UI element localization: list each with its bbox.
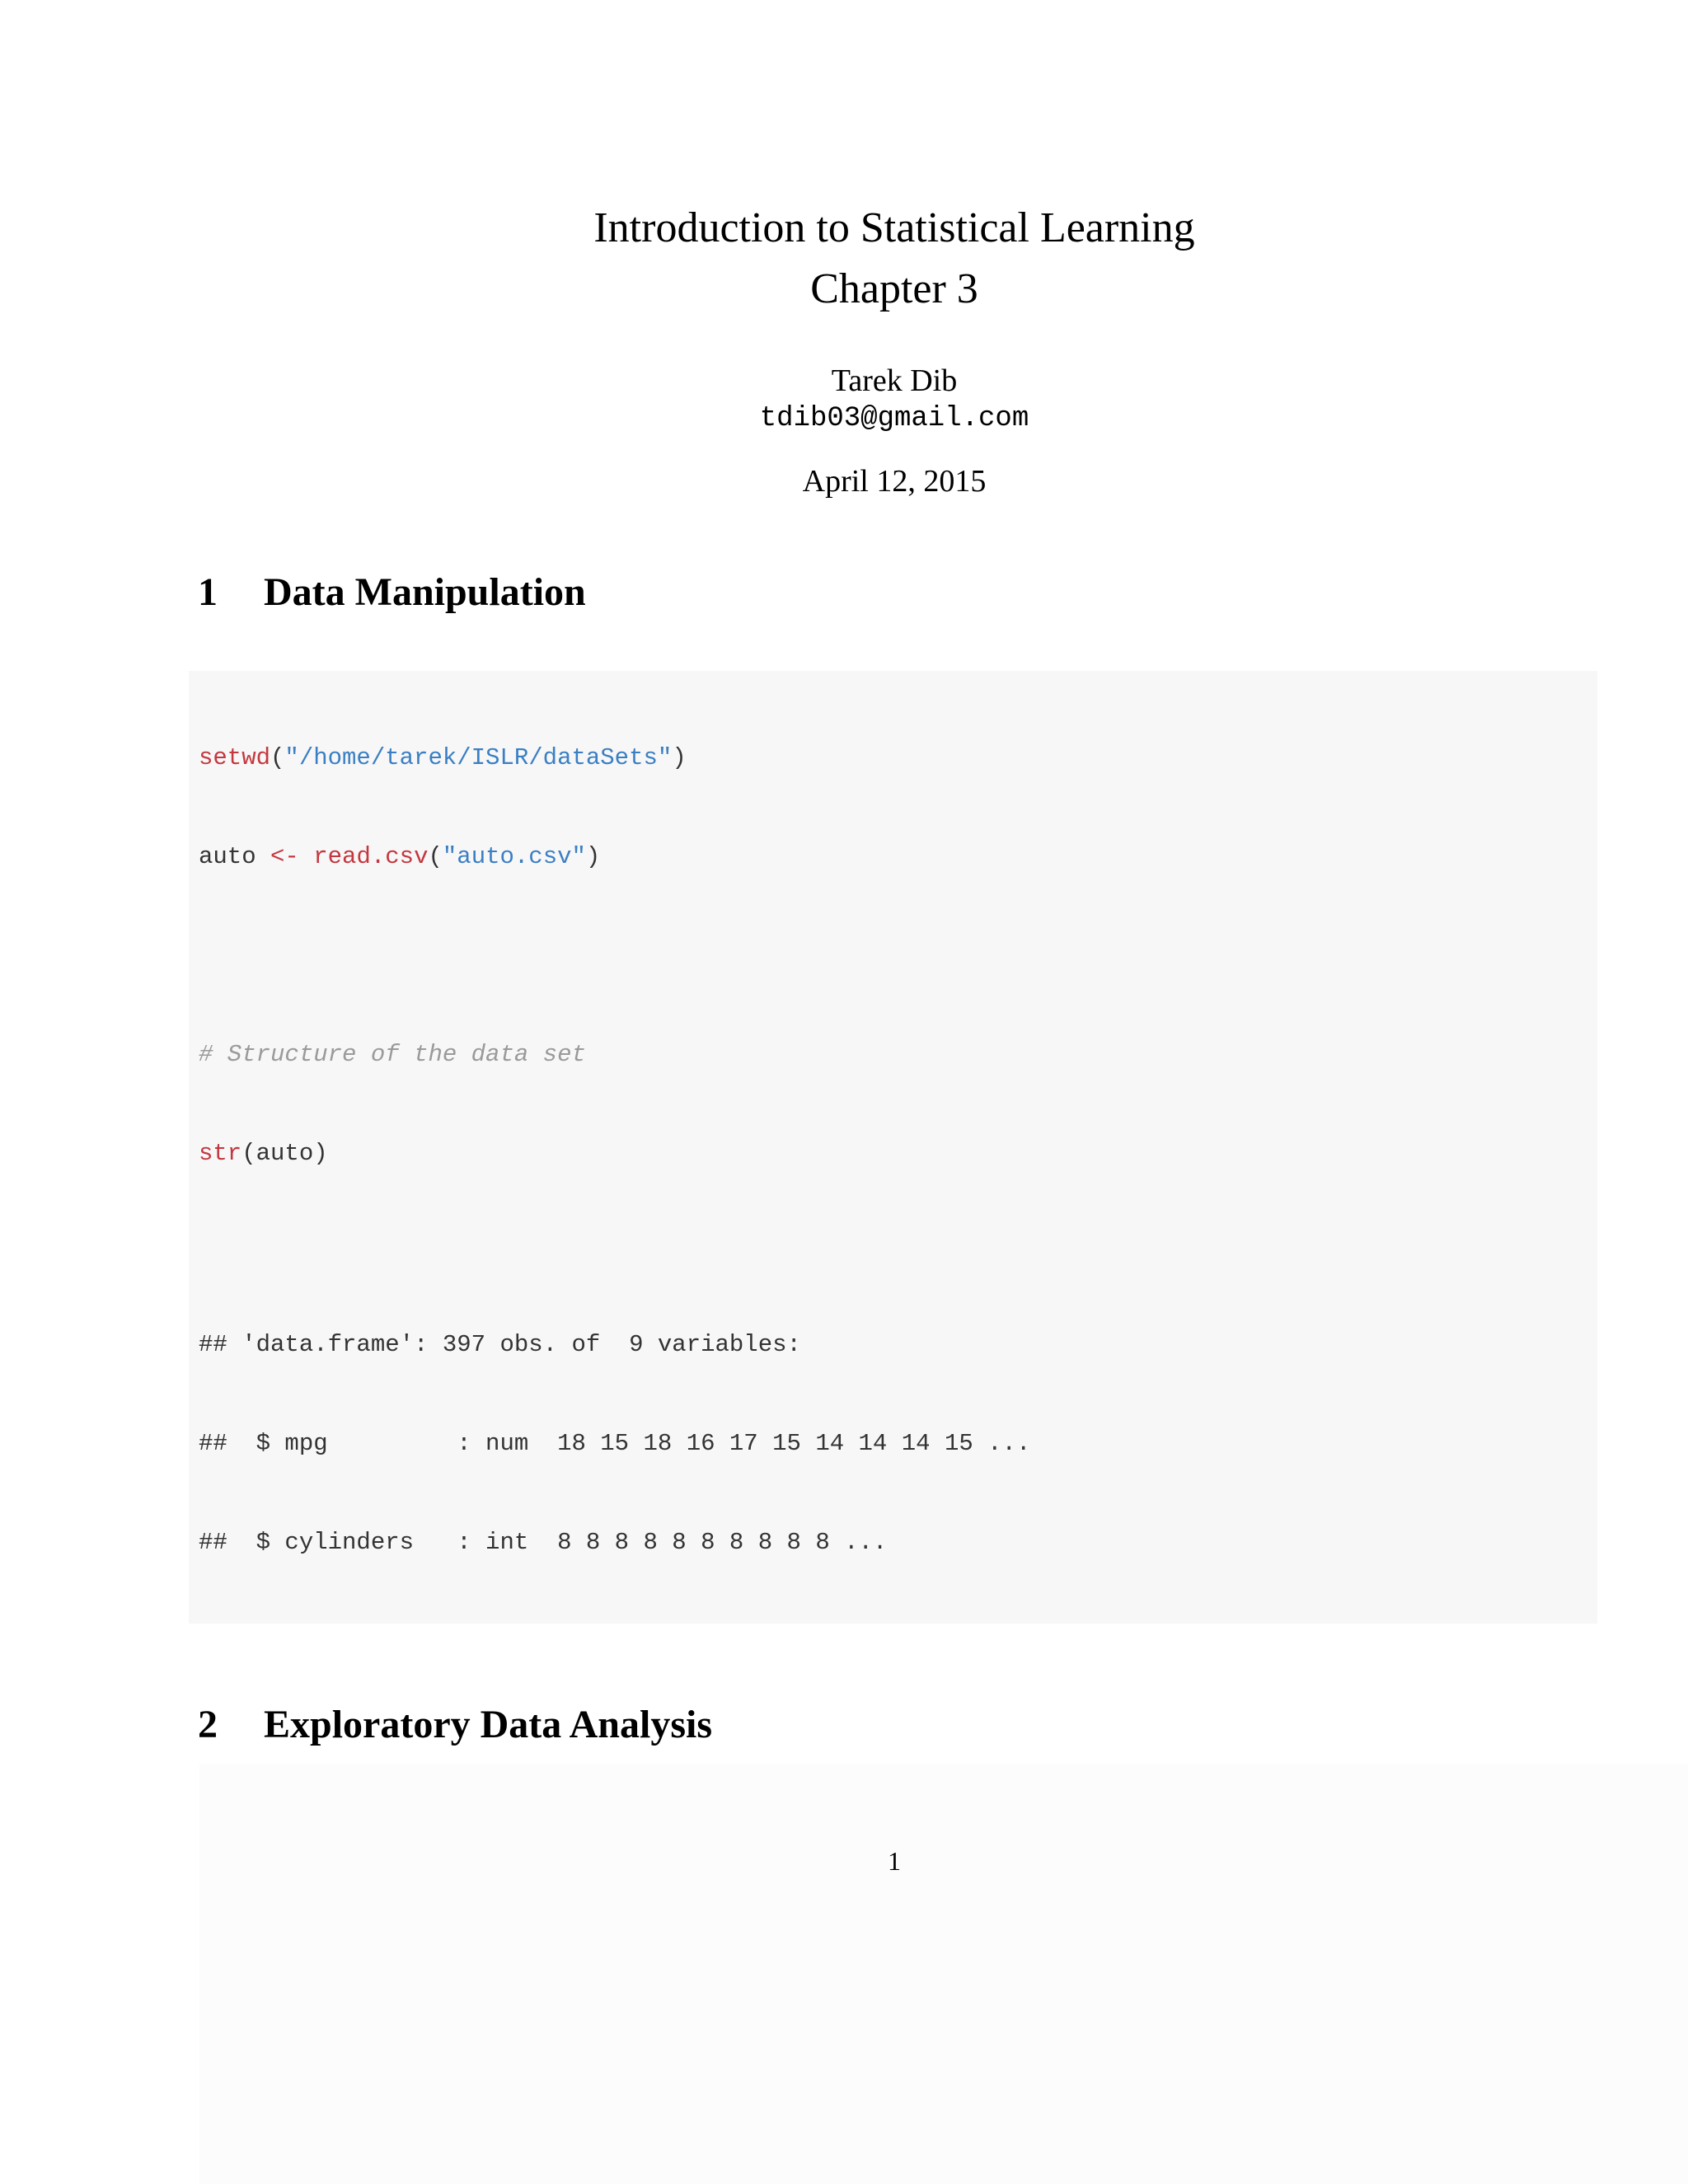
code-token: (auto) <box>241 1140 328 1167</box>
page-bottom-shading <box>199 1764 1688 2184</box>
code-token: setwd <box>199 744 271 771</box>
output-line: ## $ cylinders : int 8 8 8 8 8 8 8 8 8 8 ... <box>199 1529 888 1556</box>
title-block <box>0 198 1688 501</box>
code-gap <box>199 1236 1597 1263</box>
page-number: 1 <box>888 1846 901 1876</box>
code-line <box>199 1137 1597 1170</box>
code-line: auto <- read.csv("auto.csv") <box>199 843 601 870</box>
code-token: read.csv <box>313 843 429 870</box>
section-number: 2 <box>198 1703 218 1746</box>
author-email: tdib03@gmail.com <box>759 403 1029 434</box>
output-line: ## 'data.frame': 397 obs. of 9 variables: <box>199 1331 801 1358</box>
code-token: "/home/tarek/ISLR/dataSets" <box>284 744 673 771</box>
author-name: Tarek Dib <box>831 363 958 398</box>
section-heading-data-manipulation <box>198 568 586 617</box>
code-line: setwd("/home/tarek/ISLR/dataSets") <box>199 744 687 771</box>
code-token: "auto.csv" <box>442 843 586 870</box>
document-subtitle: Chapter 3 <box>810 265 978 312</box>
code-content <box>199 676 1597 1624</box>
code-line-blank <box>199 940 1597 972</box>
code-token: str <box>199 1140 242 1167</box>
code-token: auto <box>199 843 256 870</box>
section-title: Data Manipulation <box>264 570 586 614</box>
section-title: Exploratory Data Analysis <box>264 1703 713 1746</box>
output-line: ## $ mpg : num 18 15 18 16 17 15 14 14 14 15 ... <box>199 1430 1031 1457</box>
code-block <box>189 671 1597 1624</box>
code-line <box>199 1038 1597 1071</box>
code-comment: # Structure of the data set <box>199 1041 586 1068</box>
document-date: April 12, 2015 <box>802 464 987 499</box>
document-title: Introduction to Statistical Learning <box>593 204 1195 251</box>
section-heading-exploratory-data-analysis <box>198 1700 712 1750</box>
code-token: <- <box>270 843 299 870</box>
section-number: 1 <box>198 570 218 614</box>
